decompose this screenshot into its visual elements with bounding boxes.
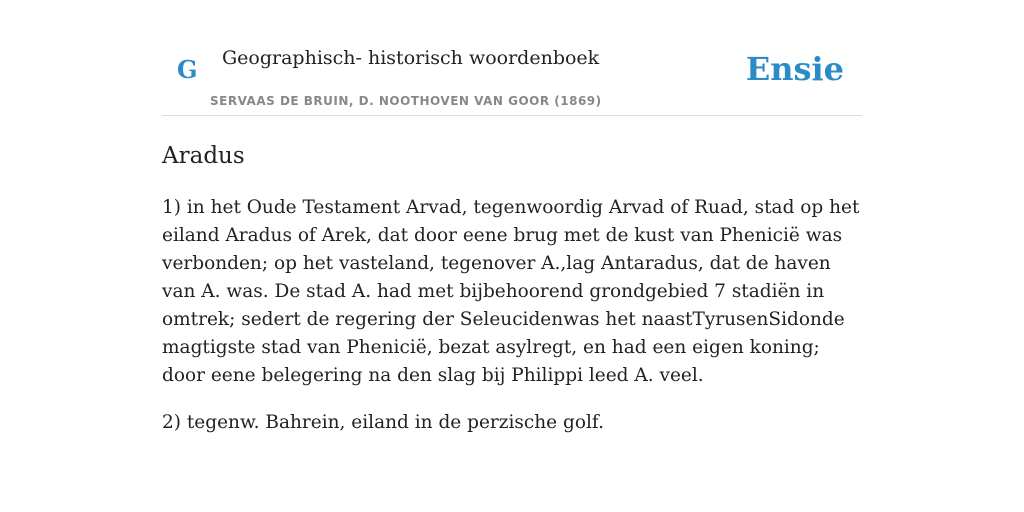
book-authors: SERVAAS DE BRUIN, D. NOOTHOVEN VAN GOOR (1869) <box>210 94 602 108</box>
book-logo-letter[interactable]: G <box>177 55 198 84</box>
brand-logo-link[interactable]: Ensie <box>745 50 844 88</box>
book-title[interactable]: Geographisch- historisch woordenboek <box>222 47 600 69</box>
entry-title: Aradus <box>162 143 245 169</box>
definition-1: 1) in het Oude Testament Arvad, tegenwoordig Arvad of Ruad, stad op het eiland Aradus of Arek, dat door eene brug met de kust van Phenicië was verbonden; op het vasteland, tegenover A.,lag Antaradus, dat de haven van A. was. De stad A. had met bijbehoorend grondgebied 7 stadiën in omtrek; sedert de regering der Seleucidenwas het naastTyrusenSidonde magtigste stad van Phenicië, bezat asylregt, en had een eigen koning; door eene belegering na den slag bij Philippi leed A. veel. <box>162 197 860 386</box>
definition-2: 2) tegenw. Bahrein, eiland in de perzische golf. <box>162 412 604 433</box>
page-header <box>162 0 862 116</box>
page-container <box>162 0 862 437</box>
